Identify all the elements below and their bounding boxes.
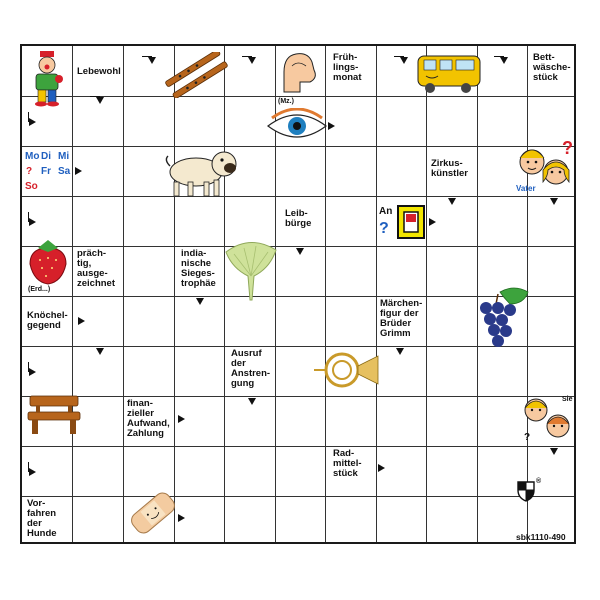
clue-finanzieller: finan- zieller Aufwand, Zahlung (127, 398, 170, 439)
grid-line (22, 146, 574, 147)
clue-praechtig: präch- tig, ausge- zeichnet (77, 248, 116, 289)
label-vater: Vater (516, 184, 536, 193)
weekday-unknown: ? (26, 166, 33, 177)
grid-line (22, 246, 574, 247)
shield-icon (516, 480, 536, 502)
arrow-icon (248, 398, 256, 405)
clue-radmittelstueck: Rad- mittel- stück (333, 448, 362, 479)
eye-icon (266, 108, 328, 144)
clue-knoechelgegend: Knöchel- gegend (27, 310, 68, 331)
arrow-icon (448, 198, 456, 205)
clue-fruehlingsmonat: Früh- lings- monat (333, 52, 362, 83)
arrow-icon (328, 122, 335, 130)
weekday-sa: Sa (58, 166, 71, 177)
puzzle-credit: sbk1110-490 (516, 532, 566, 542)
grid-line (22, 196, 574, 197)
weekday-fr: Fr (41, 166, 51, 177)
grid-line (426, 46, 427, 542)
bench-icon (26, 392, 82, 438)
arrow-icon (78, 317, 85, 325)
clue-ausruf: Ausruf der Anstren- gung (231, 348, 271, 389)
label-sie: Sie (562, 396, 573, 403)
arrow-icon (400, 56, 408, 66)
horn-icon (312, 346, 382, 392)
strawberry-icon (26, 236, 70, 286)
pug-dog-icon (162, 146, 242, 198)
bandage-icon (126, 482, 180, 544)
clue-indianische: india- nische Sieges- trophäe (181, 248, 216, 289)
ginkgo-leaf-icon (220, 238, 282, 308)
grid-line (123, 46, 124, 542)
arrow-icon (248, 56, 256, 66)
weekday-mo: Mo (25, 151, 40, 162)
clue-bettwaeschestueck: Bett- wäsche- stück (533, 52, 571, 83)
arrow-icon (429, 218, 436, 226)
arrow-icon (378, 464, 385, 472)
grid-line (174, 46, 175, 542)
recorder-flute-icon (162, 52, 232, 98)
arrow-icon (550, 448, 558, 455)
grid-line (22, 96, 574, 97)
arrow-icon (28, 468, 38, 476)
arrow-icon (500, 56, 508, 66)
question-mark: ? (379, 220, 389, 237)
grid-line (22, 446, 574, 447)
label-erd: (Erd...) (28, 286, 51, 293)
bus-icon (416, 52, 482, 96)
arrow-icon (28, 118, 38, 126)
label-an: An (379, 206, 393, 217)
arrow-icon (550, 198, 558, 205)
letter-box-icon (396, 204, 426, 240)
grid-line (22, 496, 574, 497)
clue-maerchenfigur: Märchen- figur der Brüder Grimm (380, 298, 423, 339)
crossword-grid (20, 44, 576, 544)
arrow-icon (178, 415, 185, 423)
arrow-icon (75, 167, 82, 175)
grid-line (22, 396, 574, 397)
arrow-icon (96, 348, 104, 355)
arrow-icon (96, 96, 104, 106)
arrow-icon (296, 248, 304, 255)
clue-zirkuskuenstler: Zirkus- künstler (431, 158, 468, 179)
arrow-icon (178, 514, 185, 522)
label-mz: (Mz.) (278, 98, 294, 105)
clue-vorfahren: Vor- fahren der Hunde (27, 498, 57, 539)
clown-icon (26, 49, 70, 107)
arm-icon (278, 48, 324, 96)
weekday-so: So (25, 181, 38, 192)
arrow-icon (148, 56, 156, 66)
arrow-icon (28, 218, 38, 226)
clue-lebewohl: Lebewohl (77, 66, 121, 77)
arrow-icon (396, 348, 404, 355)
grapes-icon (470, 284, 534, 354)
grid-line (72, 46, 73, 542)
weekday-di: Di (41, 151, 51, 162)
question-mark: ? (524, 432, 531, 443)
weekday-mi: Mi (58, 151, 70, 162)
question-mark: ? (562, 138, 573, 158)
arrow-icon (28, 368, 38, 376)
arrow-icon (196, 298, 204, 305)
grid-line (376, 46, 377, 542)
registered-mark: ® (536, 478, 542, 485)
clue-leibbuerge: Leib- bürge (285, 208, 312, 229)
